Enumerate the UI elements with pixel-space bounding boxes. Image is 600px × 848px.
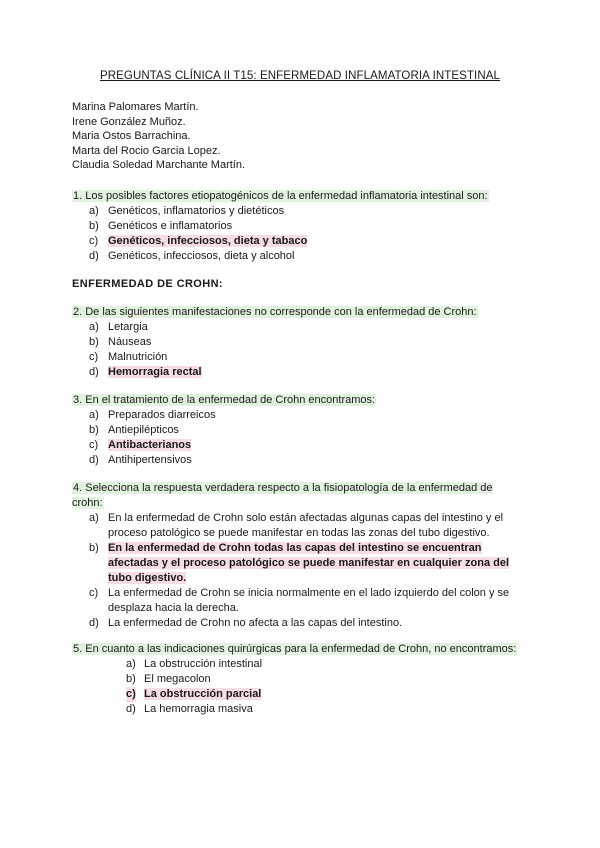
option-d-correct: d) Hemorragia rectal <box>89 366 202 378</box>
author: Claudia Soledad Marchante Martín. <box>72 159 246 172</box>
question-2 <box>72 305 532 380</box>
question-text: 5. En cuanto a las indicaciones quirúrgicas para la enfermedad de Crohn, no encontramos: <box>73 643 517 655</box>
option-a: a) Genéticos, inflamatorios y dietéticos <box>89 205 285 217</box>
option-a: a) En la enfermedad de Crohn solo están afectadas algunas capas del intestino y el proceso patológico se puede manifestar en todas las zonas del tubo digestivo. <box>89 512 504 539</box>
question-text: 1. Los posibles factores etiopatogénicos de la enfermedad inflamatoria intestinal son: <box>73 190 488 202</box>
author: Marta del Rocio Garcia Lopez. <box>72 144 221 157</box>
option-c: c) La enfermedad de Crohn se inicia normalmente en el lado izquierdo del colon y se desplaza hacia la derecha. <box>89 587 510 614</box>
option-a: a) Letargia <box>89 321 148 333</box>
section-heading: ENFERMEDAD DE CROHN: <box>72 278 223 290</box>
question-5 <box>72 642 532 717</box>
option-a: a) La obstrucción intestinal <box>126 658 263 670</box>
question-text: 4. Selecciona la respuesta verdadera respecto a la fisiopatología de la enfermedad de crohn: <box>72 482 493 509</box>
option-b: b) Genéticos e inflamatorios <box>89 220 233 232</box>
question-3 <box>72 393 532 468</box>
option-d: d) La hemorragia masiva <box>126 703 253 715</box>
author: Irene González Muñoz. <box>72 115 186 128</box>
option-d: d) Antihipertensivos <box>89 454 192 466</box>
author: Maria Ostos Barrachina. <box>72 130 191 143</box>
option-c-correct: c) Antibacterianos <box>89 439 192 451</box>
question-text: 3. En el tratamiento de la enfermedad de Crohn encontramos: <box>73 394 376 406</box>
option-b: b) El megacolon <box>126 673 211 685</box>
option-b-correct: b) En la enfermedad de Crohn todas las capas del intestino se encuentran afectadas y el proceso patológico se puede manifestar en cualquier zona del tubo digestivo. <box>89 542 510 584</box>
question-1 <box>72 189 532 264</box>
option-c-correct: c) La obstrucción parcial <box>126 688 262 700</box>
option-a: a) Preparados diarreicos <box>89 409 216 421</box>
author: Marina Palomares Martín. <box>72 101 199 113</box>
author-list <box>72 100 245 173</box>
option-c-correct: c) Genéticos, infecciosos, dieta y tabaco <box>89 235 308 247</box>
option-b: b) Antiepilépticos <box>89 424 179 436</box>
question-text: 2. De las siguientes manifestaciones no corresponde con la enfermedad de Crohn: <box>73 306 477 318</box>
option-c: c) Malnutrición <box>89 351 168 363</box>
question-4 <box>72 481 532 631</box>
option-d: d) Genéticos, infecciosos, dieta y alcohol <box>89 250 295 262</box>
page-title: PREGUNTAS CLÍNICA II T15: ENFERMEDAD INFLAMATORIA INTESTINAL <box>99 70 501 82</box>
option-b: b) Náuseas <box>89 336 152 348</box>
option-d: d) La enfermedad de Crohn no afecta a las capas del intestino. <box>89 617 403 629</box>
